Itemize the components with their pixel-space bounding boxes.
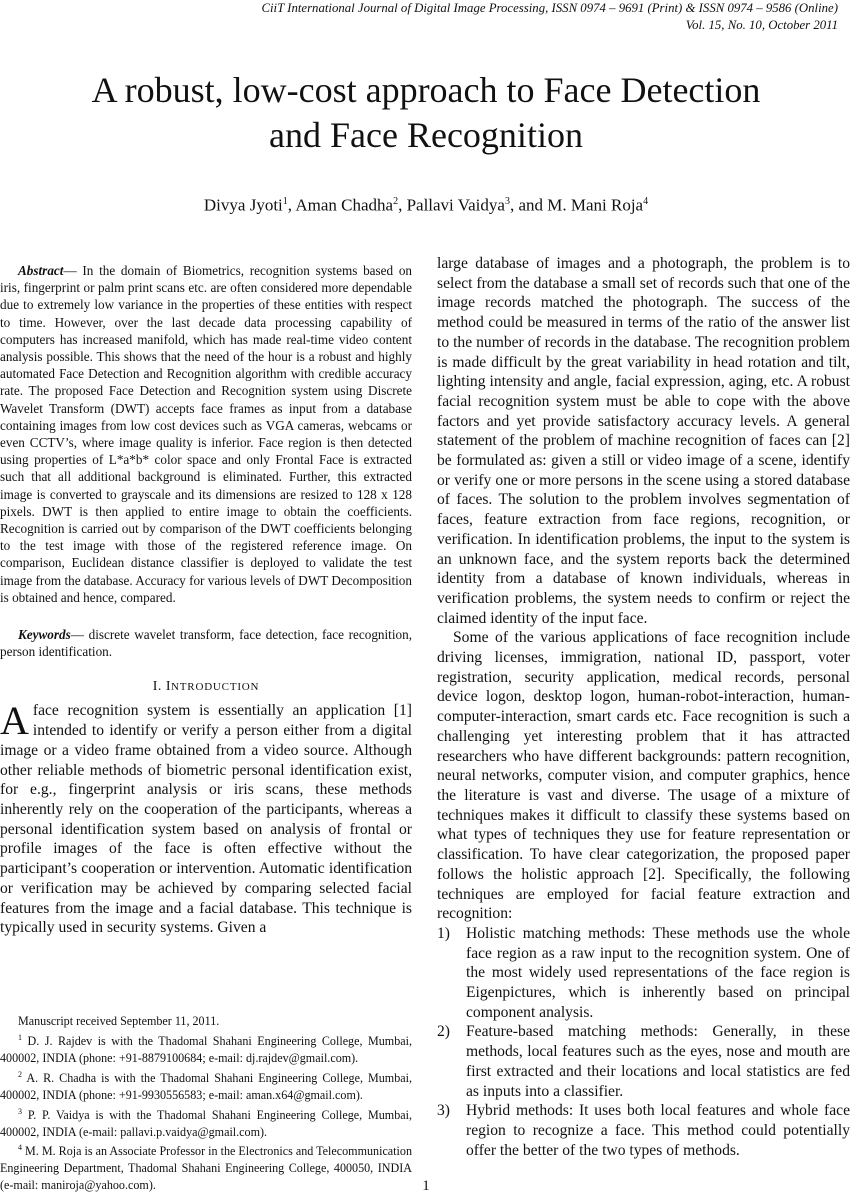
author-separator: , and bbox=[509, 195, 548, 215]
footnote-text: A. R. Chadha is with the Thadomal Shahani Engineering College, Mumbai, 400002, INDIA (phone: +91-9930556583; e-mail: aman.x64@gmail.com). bbox=[0, 1070, 412, 1102]
list-item bbox=[437, 924, 850, 1023]
keywords-label: Keywords bbox=[18, 627, 71, 643]
author-separator: , bbox=[287, 195, 296, 215]
list-number: 2) bbox=[437, 1023, 450, 1041]
body-paragraph: Some of the various applications of face recognition include driving licenses, immigration, national ID, passport, voter registration, security application, medical records, personal device logon, desktop logon, human-robot-interaction, human-computer-interaction, smart cards etc. Face recognition is such a challenging yet interesting problem that it has attracted researchers who have different backgrounds: pattern recognition, neural networks, computer vision, and computer graphics, hence the literature is vast and diverse. The usage of a mixture of techniques makes it difficult to classify these systems based on what types of techniques they use for feature representation or classification. To have clear categorization, the proposed paper follows the holistic approach [2]. Specifically, the following techniques are employed for facial feature extraction and recognition: bbox=[437, 629, 850, 923]
keywords bbox=[0, 626, 412, 660]
footnote-mark: 2 bbox=[18, 1069, 22, 1079]
footnotes bbox=[0, 1013, 412, 1194]
abstract bbox=[0, 262, 412, 606]
footnote bbox=[0, 1104, 412, 1141]
list-item bbox=[437, 1101, 850, 1160]
section-heading-introduction bbox=[0, 678, 412, 696]
manuscript-received: Manuscript received September 11, 2011. bbox=[18, 1014, 220, 1028]
author-name: Pallavi Vaidya bbox=[406, 195, 505, 215]
author-affiliation-mark: 3 bbox=[504, 196, 510, 207]
footnote-text: D. J. Rajdev is with the Thadomal Shahani Engineering College, Mumbai, 400002, INDIA (phone: +91-8879100684; e-mail: dj.rajdev@gmail.com). bbox=[0, 1033, 412, 1065]
footnote-mark: 3 bbox=[18, 1106, 22, 1116]
journal-header-line2: Vol. 15, No. 10, October 2011 bbox=[685, 18, 838, 32]
right-column bbox=[437, 254, 850, 1160]
paper-title-line1: A robust, low-cost approach to Face Detection bbox=[91, 70, 761, 110]
drop-cap: A bbox=[0, 698, 29, 744]
paper-title bbox=[0, 68, 852, 158]
keywords-text: discrete wavelet transform, face detection, face recognition, person identification. bbox=[0, 627, 412, 660]
keywords-dash: — bbox=[70, 627, 89, 643]
author-separator: , bbox=[398, 195, 407, 215]
section-number: I. bbox=[152, 679, 162, 695]
body-paragraph: large database of images and a photograph, the problem is to select from the database a small set of records such that one of the image records matched the photograph. The success of the method could be measured in terms of the ratio of the answer list to the number of records in the database. The recognition problem is made difficult by the great variability in head rotation and tilt, lighting intensity and angle, facial expression, aging, etc. A robust facial recognition system must be able to cope with the above factors and yet provide satisfactory accuracy levels. A general statement of the problem of machine recognition of faces can [2] be formulated as: given a still or video image of a scene, identify or verify one or more persons in the scene using a stored database of faces. The solution to the problem involves segmentation of faces, feature extraction from face regions, recognition, or verification. In identification problems, the input to the system is an unknown face, and the system reports back the determined identity from a database of known individuals, whereas in verification problems, the system needs to confirm or reject the claimed identity of the input face. bbox=[437, 255, 850, 627]
author-name: Divya Jyoti bbox=[203, 195, 283, 215]
technique-list bbox=[437, 924, 850, 1160]
list-item-text: Feature-based matching methods: Generally, in these methods, local features such as the eyes, nose and mouth are first extracted and their locations and local statistics are fed as inputs into a classifier. bbox=[466, 1023, 850, 1100]
author-name: M. Mani Roja bbox=[547, 195, 644, 215]
journal-header-line1: CiiT International Journal of Digital Image Processing, ISSN 0974 – 9691 (Print) & ISSN 0974 – 9586 (Online) bbox=[261, 1, 838, 15]
abstract-dash: — bbox=[63, 263, 83, 278]
author-list bbox=[0, 191, 852, 217]
journal-header bbox=[261, 0, 838, 34]
paper-title-line2: and Face Recognition bbox=[269, 115, 583, 155]
abstract-label: Abstract bbox=[18, 263, 64, 278]
page-number: 1 bbox=[422, 1178, 430, 1194]
list-number: 1) bbox=[437, 924, 450, 942]
list-item bbox=[437, 1022, 850, 1101]
list-item-text: Hybrid methods: It uses both local features and whole face region to recognize a face. This method could potentially offer the better of the two types of methods. bbox=[466, 1102, 850, 1159]
author-affiliation-mark: 4 bbox=[643, 196, 649, 207]
author-affiliation-mark: 2 bbox=[393, 196, 399, 207]
author-name: Aman Chadha bbox=[295, 195, 394, 215]
footnote-text: M. M. Roja is an Associate Professor in the Electronics and Telecommunication Engineering Department, Thadomal Shahani Engineering College, 400050, INDIA (e-mail: maniroja@yahoo.com). bbox=[0, 1144, 412, 1193]
section-title-rest: NTRODUCTION bbox=[171, 681, 260, 694]
footnote-text: P. P. Vaidya is with the Thadomal Shahani Engineering College, Mumbai, 400002, INDIA (e-mail: pallavi.p.vaidya@gmail.com). bbox=[0, 1107, 412, 1139]
list-number: 3) bbox=[437, 1102, 450, 1120]
left-column bbox=[0, 262, 412, 938]
footnote bbox=[0, 1067, 412, 1104]
footnote bbox=[0, 1030, 412, 1067]
list-item-text: Holistic matching methods: These methods use the whole face region as a raw input to the recognition system. One of the most widely used representations of the face region is Eigenpictures, which is inherently based on principal component analysis. bbox=[466, 924, 850, 1021]
footnote-mark: 4 bbox=[18, 1143, 22, 1153]
footnote-mark: 1 bbox=[18, 1032, 22, 1042]
intro-paragraph bbox=[0, 698, 412, 937]
abstract-text: In the domain of Biometrics, recognition systems based on iris, fingerprint or palm print scans etc. are often considered more dependable due to extremely low variance in the properties of these entities with respect to time. However, over the last decade data processing capability of computers has increased manifold, which has made real-time video content analysis possible. This shows that the need of the hour is a robust and highly automated Face Detection and Recognition algorithm with credible accuracy rate. The proposed Face Detection and Recognition system using Discrete Wavelet Transform (DWT) accepts face frames as input from a database containing images from low cost devices such as VGA cameras, webcams or even CCTV’s, where image quality is inferior. Face region is then detected using properties of L*a*b* color space and only Frontal Face is extracted such that all additional background is eliminated. Further, this extracted image is converted to grayscale and its dimensions are resized to 128 x 128 pixels. DWT is then applied to entire image to obtain the coefficients. Recognition is carried out by comparison of the DWT coefficients belonging to the test image with those of the registered reference image. On comparison, Euclidean distance classifier is deployed to validate the test image from the database. Accuracy for various levels of DWT Decomposition is obtained and hence, compared. bbox=[0, 263, 413, 605]
author-affiliation-mark: 1 bbox=[282, 196, 288, 207]
section-title-initial: I bbox=[165, 679, 172, 695]
intro-text: face recognition system is essentially an application [1] intended to identify or verify a person either from a digital image or a video frame obtained from a video source. Although other reliable methods of biometric personal identification exist, for e.g., fingerprint analysis or iris scans, these methods inherently rely on the cooperation of the participants, whereas a personal identification system based on analysis of frontal or profile images of the face is often effective without the participant’s cooperation or intervention. Automatic identification or verification may be achieved by comparing selected facial features from the image and a facial database. This technique is typically used in security systems. Given a bbox=[0, 702, 412, 937]
